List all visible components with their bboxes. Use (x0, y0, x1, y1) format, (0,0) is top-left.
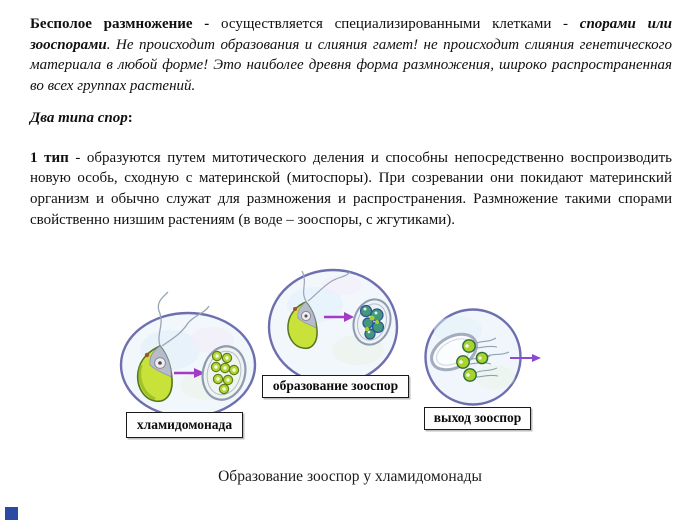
para1-italic-text: . Не происходит образования и слияния гамет! не происходит слияния генетического материала в любой форме! Это наиболее древня форма размножения, широко распространенная во всех группах растений. (30, 36, 672, 95)
two-spore-types-term: Два типа спор (30, 109, 128, 126)
eyespot-icon (145, 353, 149, 357)
eyespot-icon (293, 307, 297, 311)
label-chlamydomonas: хламидомонада (126, 412, 243, 438)
para3-regular-text: - образуются путем митотического деления и способны непосредственно воспроизводить новую особь, сходную с материнской (митоспоры). При созревании они покидают материнский организм и обычно служат для размножения и распространения. Размножение такими спорами свойственно низшим растениям (в воде – зооспоры, с жгутиками). (30, 149, 672, 228)
spores-term: спорами или зооспорами (30, 16, 672, 53)
label-zoospore-release: выход зооспор (424, 407, 531, 430)
corner-decoration-square (5, 507, 18, 520)
two-spore-types-colon: : (127, 109, 133, 126)
type-1-term: 1 тип (30, 149, 69, 166)
para1-regular-text: осуществляется специализированными клетками - (221, 16, 580, 32)
asexual-reproduction-term: Бесполое размножение - (30, 16, 221, 32)
figure-caption: Образование зооспор у хламидомонады (218, 468, 482, 485)
label-zoospore-formation: образование зооспор (262, 375, 409, 398)
